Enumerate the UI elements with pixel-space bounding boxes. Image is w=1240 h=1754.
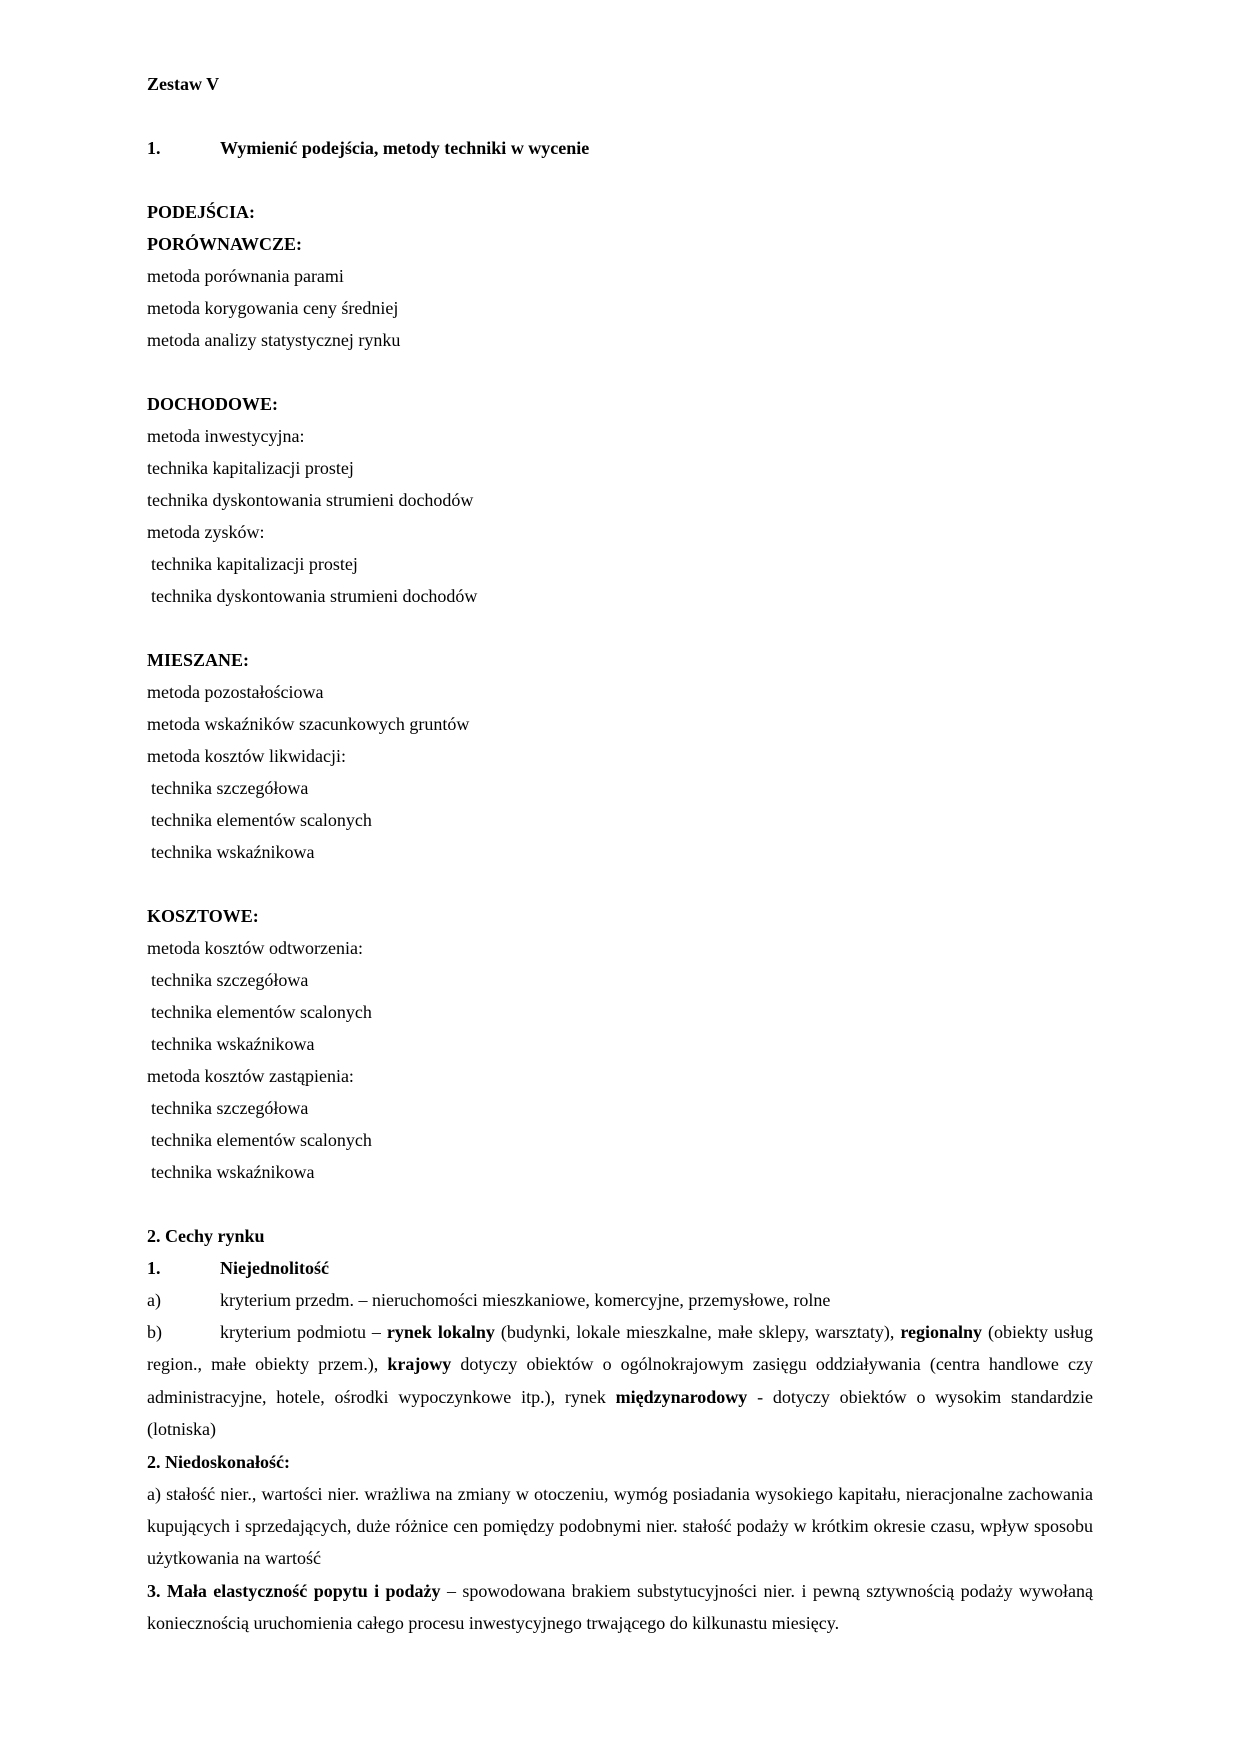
list-item: technika dyskontowania strumieni dochodów <box>147 490 474 510</box>
list-item: technika szczegółowa <box>151 778 309 798</box>
list-item: technika dyskontowania strumieni dochodów <box>151 586 478 606</box>
point-1-title: Niejednolitość <box>220 1258 329 1278</box>
point-b-text-mid2: (obiekty usług region., małe obiekty przem.), <box>147 1322 1093 1375</box>
document-title: Zestaw V <box>147 74 220 94</box>
list-item: metoda inwestycyjna: <box>147 426 305 446</box>
point-3 <box>147 1575 1093 1640</box>
list-item: metoda korygowania ceny średniej <box>147 298 399 318</box>
list-item: metoda kosztów zastąpienia: <box>147 1066 354 1086</box>
point-a-text: kryterium przedm. – nieruchomości mieszkaniowe, komercyjne, przemysłowe, rolne <box>220 1290 831 1310</box>
point-a-label: a) <box>147 1290 161 1310</box>
point-b <box>147 1316 1093 1446</box>
list-item: technika elementów scalonych <box>151 1130 372 1150</box>
porownawcze-heading: PORÓWNAWCZE: <box>147 234 303 254</box>
list-item: metoda wskaźników szacunkowych gruntów <box>147 714 470 734</box>
mieszane-heading: MIESZANE: <box>147 650 250 670</box>
spacer <box>147 1188 1093 1220</box>
list-item: technika wskaźnikowa <box>151 1162 315 1182</box>
list-item: metoda pozostałościowa <box>147 682 324 702</box>
spacer <box>147 356 1093 388</box>
point-2-heading: 2. Niedoskonałość: <box>147 1451 291 1472</box>
spacer <box>147 100 1093 132</box>
list-item: technika kapitalizacji prostej <box>147 458 354 478</box>
point-b-text-mid3: dotyczy obiektów o ogólnokrajowym zasięgu oddziaływania (centra handlowe czy administracyjne, hotele, ośrodki wypoczynkowe itp.), rynek <box>147 1354 1093 1407</box>
list-item: technika szczegółowa <box>151 1098 309 1118</box>
spacer <box>147 612 1093 644</box>
point-b-bold-miedzynarodowy: międzynarodowy <box>615 1386 748 1407</box>
point-b-label: b) <box>147 1322 162 1342</box>
point-b-text-end: - dotyczy obiektów o wysokim standardzie (lotniska) <box>147 1386 1093 1440</box>
list-item: technika szczegółowa <box>151 970 309 990</box>
question-1 <box>147 132 1093 164</box>
podejscia-label: PODEJŚCIA: <box>147 202 256 222</box>
question-1-number: 1. <box>147 138 161 158</box>
point-b-text-mid1: (budynki, lokale mieszkalne, małe sklepy, warsztaty), <box>494 1322 901 1342</box>
spacer <box>147 868 1093 900</box>
list-item: technika elementów scalonych <box>151 810 372 830</box>
point-1-number: 1. <box>147 1258 161 1278</box>
document-page <box>147 68 1093 1640</box>
spacer <box>147 164 1093 196</box>
kosztowe-heading: KOSZTOWE: <box>147 906 259 926</box>
point-1 <box>147 1252 1093 1284</box>
point-a <box>147 1284 1093 1316</box>
question-1-text: Wymienić podejścia, metody techniki w wycenie <box>220 138 590 158</box>
question-2-heading: 2. Cechy rynku <box>147 1226 265 1246</box>
point-2-text: a) stałość nier., wartości nier. wrażliwa na zmiany w otoczeniu, wymóg posiadania wysokiego kapitału, nieracjonalne zachowania kupujących i sprzedających, duże różnice cen pomiędzy podobnymi nier. stałość podaży w krótkim okresie czasu, wpływ sposobu użytkowania na wartość <box>147 1483 1093 1569</box>
list-item: metoda analizy statystycznej rynku <box>147 330 401 350</box>
point-b-bold-regionalny: regionalny <box>900 1322 983 1342</box>
point-3-bold: 3. Mała elastyczność popytu i podaży <box>147 1580 441 1601</box>
list-item: technika wskaźnikowa <box>151 842 315 862</box>
point-b-bold-lokalny: rynek lokalny <box>386 1322 495 1342</box>
list-item: metoda kosztów odtworzenia: <box>147 938 363 958</box>
dochodowe-heading: DOCHODOWE: <box>147 394 279 414</box>
list-item: technika kapitalizacji prostej <box>151 554 358 574</box>
list-item: technika elementów scalonych <box>151 1002 372 1022</box>
point-b-bold-krajowy: krajowy <box>387 1354 452 1375</box>
list-item: metoda kosztów likwidacji: <box>147 746 346 766</box>
list-item: technika wskaźnikowa <box>151 1034 315 1054</box>
list-item: metoda porównania parami <box>147 266 344 286</box>
list-item: metoda zysków: <box>147 522 265 542</box>
point-3-text: – spowodowana brakiem substytucyjności nier. i pewną sztywnością podaży wywołaną koniecznością uruchomienia całego procesu inwestycyjnego trwającego do kilkunastu miesięcy. <box>147 1580 1093 1634</box>
point-b-text-pre: kryterium podmiotu – <box>220 1322 387 1342</box>
